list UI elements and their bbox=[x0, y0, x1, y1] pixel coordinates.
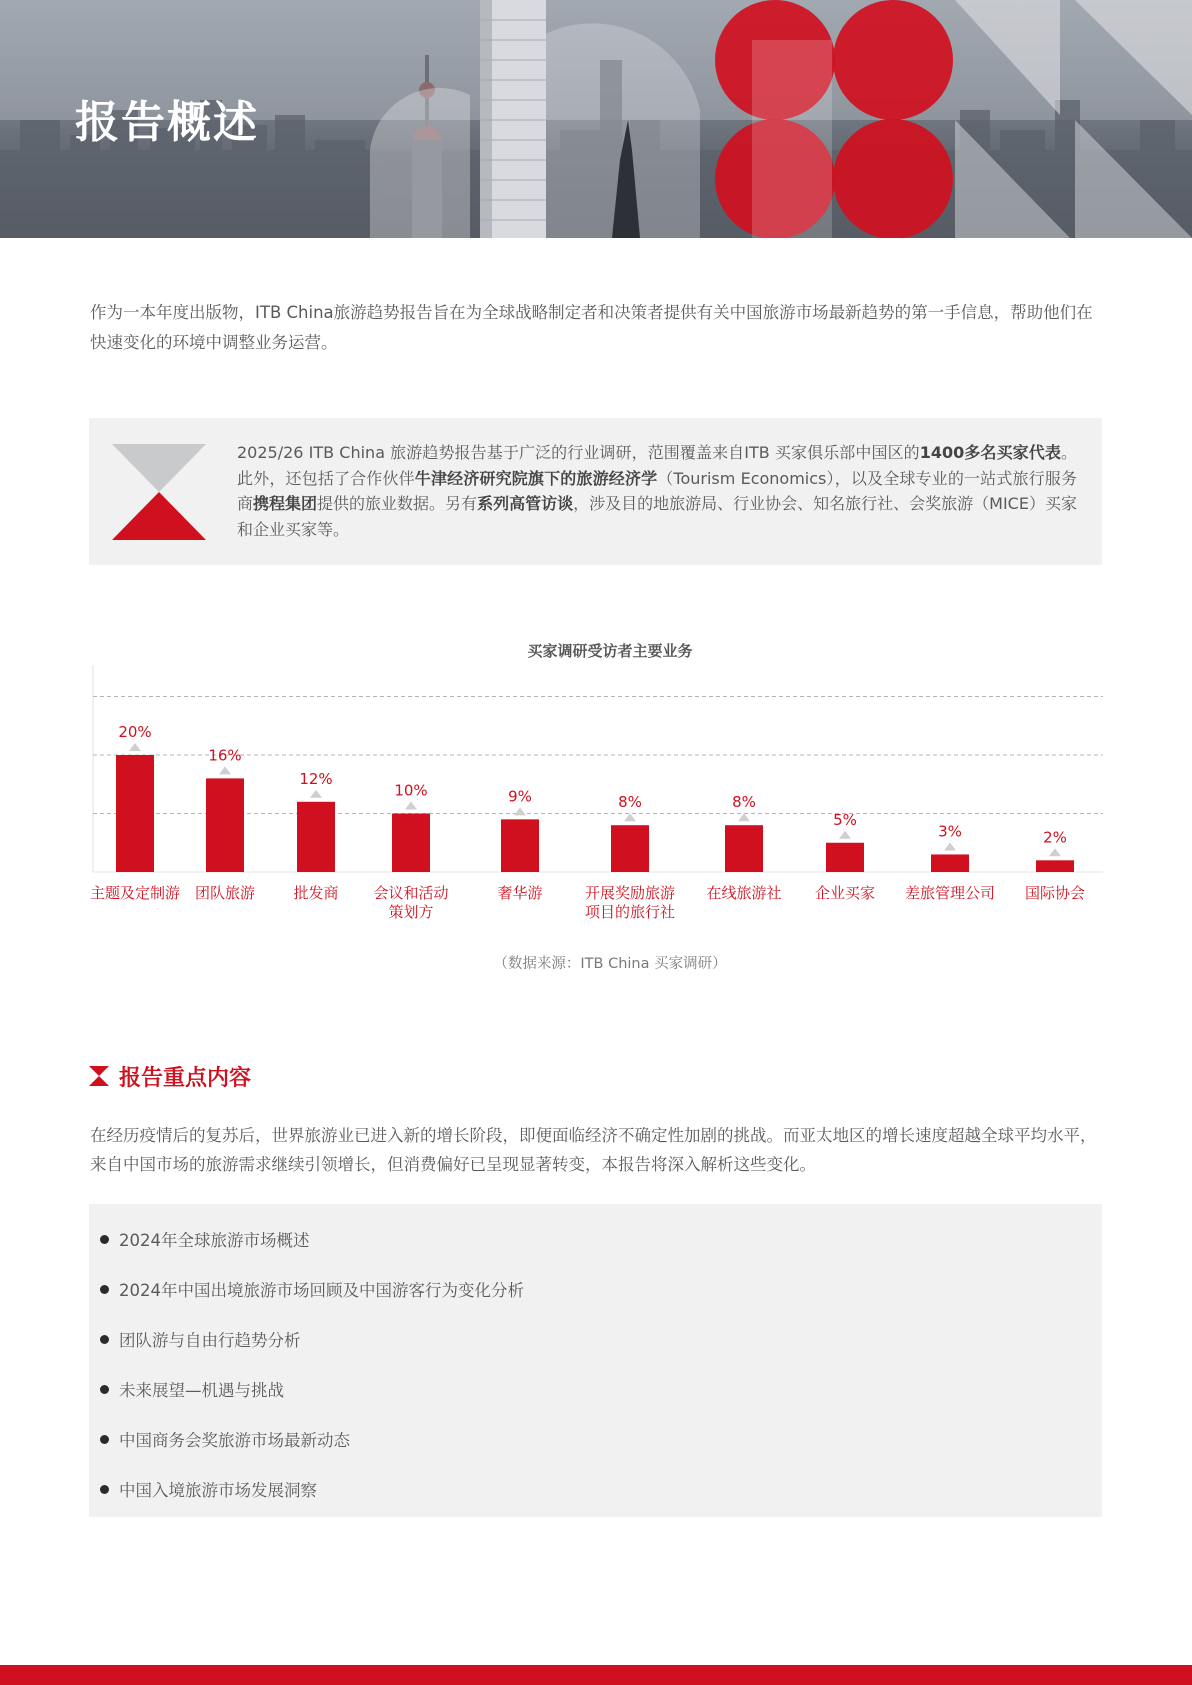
value-marker bbox=[129, 743, 141, 751]
list-item-text: 2024年中国出境旅游市场回顾及中国游客行为变化分析 bbox=[119, 1281, 524, 1300]
category-label: 主题及定制游 bbox=[89, 884, 181, 902]
bullet-icon bbox=[100, 1385, 109, 1394]
value-marker bbox=[624, 813, 636, 821]
bar bbox=[501, 819, 539, 872]
bar bbox=[206, 778, 244, 872]
methodology-text-part: 2025/26 ITB China 旅游趋势报告基于广泛的行业调研，范围覆盖来自ITB 买家俱乐部中国区的 bbox=[237, 443, 920, 462]
highlight-trip-group: 携程集团 bbox=[253, 494, 318, 513]
methodology-text bbox=[237, 440, 1077, 542]
value-marker bbox=[1049, 848, 1061, 856]
list-item-text: 团队游与自由行趋势分析 bbox=[119, 1331, 301, 1350]
data-label: 10% bbox=[394, 781, 428, 800]
data-label: 9% bbox=[508, 787, 532, 806]
methodology-text-part: 。此外，还包括了合作伙伴 bbox=[237, 443, 1077, 488]
key-content-list-box bbox=[89, 1204, 1102, 1517]
list-item bbox=[89, 1464, 1102, 1514]
category-label: 开展奖励旅游 bbox=[584, 884, 676, 902]
highlight-tourism-economics: 牛津经济研究院旗下的旅游经济学 bbox=[414, 468, 658, 488]
bar bbox=[826, 843, 864, 872]
value-marker bbox=[405, 802, 417, 810]
data-label: 2% bbox=[1043, 828, 1067, 847]
data-label: 8% bbox=[618, 793, 642, 812]
value-marker bbox=[310, 790, 322, 798]
list-item bbox=[89, 1264, 1102, 1314]
key-content-paragraph: 在经历疫情后的复苏后，世界旅游业已进入新的增长阶段，即便面临经济不确定性加剧的挑战。而亚太地区的增长速度超越全球平均水平，来自中国市场的旅游需求继续引领增长，但消费偏好已呈现显著转变，本报告将深入解析这些变化。 bbox=[90, 1126, 1097, 1174]
list-item bbox=[89, 1314, 1102, 1364]
list-item-text: 中国商务会奖旅游市场最新动态 bbox=[119, 1431, 350, 1450]
list-item-text: 中国入境旅游市场发展洞察 bbox=[119, 1481, 317, 1500]
category-label: 企业买家 bbox=[814, 884, 876, 902]
data-label: 8% bbox=[732, 793, 756, 812]
chart-source-note: （数据来源：ITB China 买家调研） bbox=[493, 956, 727, 972]
key-content-header bbox=[89, 1060, 251, 1092]
category-label: 在线旅游社 bbox=[706, 884, 782, 902]
value-marker bbox=[219, 766, 231, 774]
category-label: 批发商 bbox=[293, 884, 339, 902]
bullet-icon bbox=[100, 1485, 109, 1494]
category-label: 团队旅游 bbox=[194, 884, 256, 902]
list-item-text: 未来展望—机遇与挑战 bbox=[119, 1381, 284, 1400]
value-marker bbox=[839, 831, 851, 839]
page-title: 报告概述 bbox=[75, 97, 259, 148]
bar bbox=[931, 854, 969, 872]
list-item-text: 2024年全球旅游市场概述 bbox=[119, 1231, 310, 1250]
key-content-list bbox=[89, 1204, 1102, 1514]
data-label: 5% bbox=[833, 810, 857, 829]
bar bbox=[1036, 860, 1074, 872]
value-marker bbox=[514, 807, 526, 815]
bar bbox=[725, 825, 763, 872]
data-label: 20% bbox=[118, 723, 152, 741]
methodology-box bbox=[89, 418, 1102, 565]
hero-banner bbox=[0, 0, 1192, 238]
category-label: 会议和活动 bbox=[373, 884, 449, 902]
methodology-text-part: ，涉及目的地旅游局、行业协会、知名旅行社、会奖旅游（MICE）买家和企业买家等。 bbox=[237, 494, 1077, 539]
highlight-executive-interviews: 系列高管访谈 bbox=[477, 494, 574, 513]
category-label: 项目的旅行社 bbox=[584, 903, 676, 921]
category-label: 策划方 bbox=[388, 903, 434, 921]
list-item bbox=[89, 1414, 1102, 1464]
methodology-text-part: 提供的旅业数据。另有 bbox=[317, 494, 478, 513]
intro-paragraph: 作为一本年度出版物，ITB China旅游趋势报告旨在为全球战略制定者和决策者提供有关中国旅游市场最新趋势的第一手信息，帮助他们在快速变化的环境中调整业务运营。 bbox=[90, 303, 1093, 352]
category-label: 国际协会 bbox=[1024, 884, 1086, 902]
bar bbox=[116, 755, 154, 872]
chart-title: 买家调研受访者主要业务 bbox=[527, 642, 693, 660]
data-label: 12% bbox=[299, 769, 333, 788]
category-label: 奢华游 bbox=[497, 884, 543, 902]
data-label: 16% bbox=[208, 746, 242, 765]
skyscraper bbox=[480, 0, 546, 238]
bullet-icon bbox=[100, 1335, 109, 1344]
hourglass-icon bbox=[89, 1066, 109, 1086]
value-marker bbox=[738, 813, 750, 821]
list-item bbox=[89, 1214, 1102, 1264]
hourglass-icon bbox=[112, 444, 206, 540]
category-label: 差旅管理公司 bbox=[904, 884, 996, 902]
section-title: 报告重点内容 bbox=[119, 1065, 252, 1091]
bar bbox=[611, 825, 649, 872]
highlight-buyer-count: 1400多名买家代表 bbox=[919, 443, 1061, 462]
footer-accent-bar bbox=[0, 1665, 1192, 1685]
list-item bbox=[89, 1364, 1102, 1414]
bullet-icon bbox=[100, 1435, 109, 1444]
value-marker bbox=[944, 842, 956, 850]
bar bbox=[392, 814, 430, 873]
data-label: 3% bbox=[938, 822, 962, 841]
bullet-icon bbox=[100, 1235, 109, 1244]
methodology-text-part: （Tourism Economics），以及全球专业的一站式旅行服务商 bbox=[237, 468, 1077, 513]
bullet-icon bbox=[100, 1285, 109, 1294]
bar bbox=[297, 802, 335, 872]
bar-chart bbox=[0, 650, 1192, 930]
